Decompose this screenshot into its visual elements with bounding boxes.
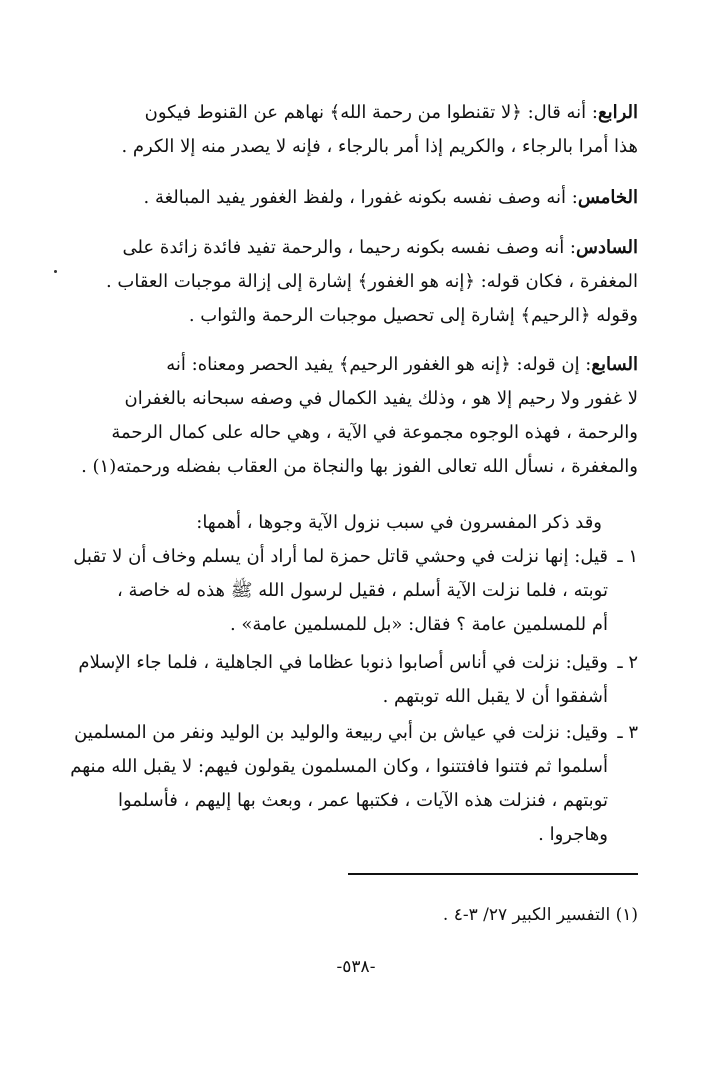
paragraph-line: السادس: أنه وصف نفسه بكونه رحيما ، والرحمة تفيد فائدة زائدة على: [122, 237, 638, 258]
footnote-divider: [348, 873, 638, 875]
paragraph-lead: الرابع: [597, 102, 638, 123]
paragraph-lead: السابع: [591, 354, 638, 375]
list-item-body: قيل: إنها نزلت في وحشي قاتل حمزة لما أراد أن يسلم وخاف أن لا تقبل توبته ، فلما نزلت الآية أسلم ، فقيل لرسول الله ﷺ هذه له خاصة ، أم للمسلمين عامة ؟ فقال: «بل للمسلمين عامة» .: [73, 546, 608, 635]
paragraph-line: الرابع: أنه قال: ﴿لا تقنطوا من رحمة الله﴾ نهاهم عن القنوط فيكون: [144, 102, 638, 123]
paragraph-lead: الخامس: [577, 187, 638, 208]
list-item: [70, 716, 638, 852]
list-item-body: وقيل: نزلت في أناس أصابوا ذنوبا عظاما في الجاهلية ، فلما جاء الإسلام أشفقوا أن لا يقبل الله توبتهم .: [78, 652, 608, 707]
paragraph-line: وقوله ﴿الرحيم﴾ إشارة إلى تحصيل موجبات الرحمة والثواب .: [188, 305, 638, 326]
paragraph-sixth: [76, 231, 638, 333]
paragraph-line: السابع: إن قوله: ﴿إنه هو الغفور الرحيم﴾ يفيد الحصر ومعناه: أنه: [166, 354, 638, 375]
list-item-number: ١ ـ: [617, 546, 638, 567]
list-item-body: وقيل: نزلت في عياش بن أبي ربيعة والوليد بن الوليد ونفر من المسلمين أسلموا ثم فتنوا فافتتنوا ، وكان المسلمون يقولون فيهم: لا يقبل الله منهم توبتهم ، فنزلت هذه الآيات ، فكتبها عمر ، وبعث بها إليهم ، فأسلموا وهاجروا .: [70, 722, 608, 845]
paragraph-line: والرحمة ، فهذه الوجوه مجموعة في الآية ، وهي حاله على كمال الرحمة: [111, 422, 638, 443]
paragraph-line: الخامس: أنه وصف نفسه بكونه غفورا ، ولفظ الغفور يفيد المبالغة .: [143, 187, 638, 208]
page-number: -٥٣٨-: [336, 957, 376, 977]
paragraph-line: المغفرة ، فكان قوله: ﴿إنه هو الغفور﴾ إشارة إلى إزالة موجبات العقاب .: [105, 271, 638, 292]
paragraph-fifth: [76, 181, 638, 215]
list-item-number: ٢ ـ: [617, 652, 638, 673]
reasons-intro: وقد ذكر المفسرون في سبب نزول الآية وجوها ، أهمها:: [196, 512, 602, 533]
list-item-number: ٣ ـ: [617, 722, 638, 743]
paragraph-fourth: [76, 96, 638, 164]
paragraph-line: والمغفرة ، نسأل الله تعالى الفوز بها والنجاة من العقاب بفضله ورحمته(١) .: [81, 456, 638, 477]
footnote: (١) التفسير الكبير ٢٧/ ٣-٤ .: [442, 905, 638, 925]
paragraph-seventh: [76, 348, 638, 484]
paragraph-line: لا غفور ولا رحيم إلا هو ، وذلك يفيد الكمال في وصفه سبحانه بالغفران: [124, 388, 638, 409]
ink-dot: [54, 270, 57, 273]
paragraph-lead: السادس: [575, 237, 638, 258]
list-item: [76, 646, 638, 714]
list-item: [73, 540, 638, 642]
paragraph-line: هذا أمرا بالرجاء ، والكريم إذا أمر بالرجاء ، فإنه لا يصدر منه إلا الكرم .: [121, 136, 638, 157]
